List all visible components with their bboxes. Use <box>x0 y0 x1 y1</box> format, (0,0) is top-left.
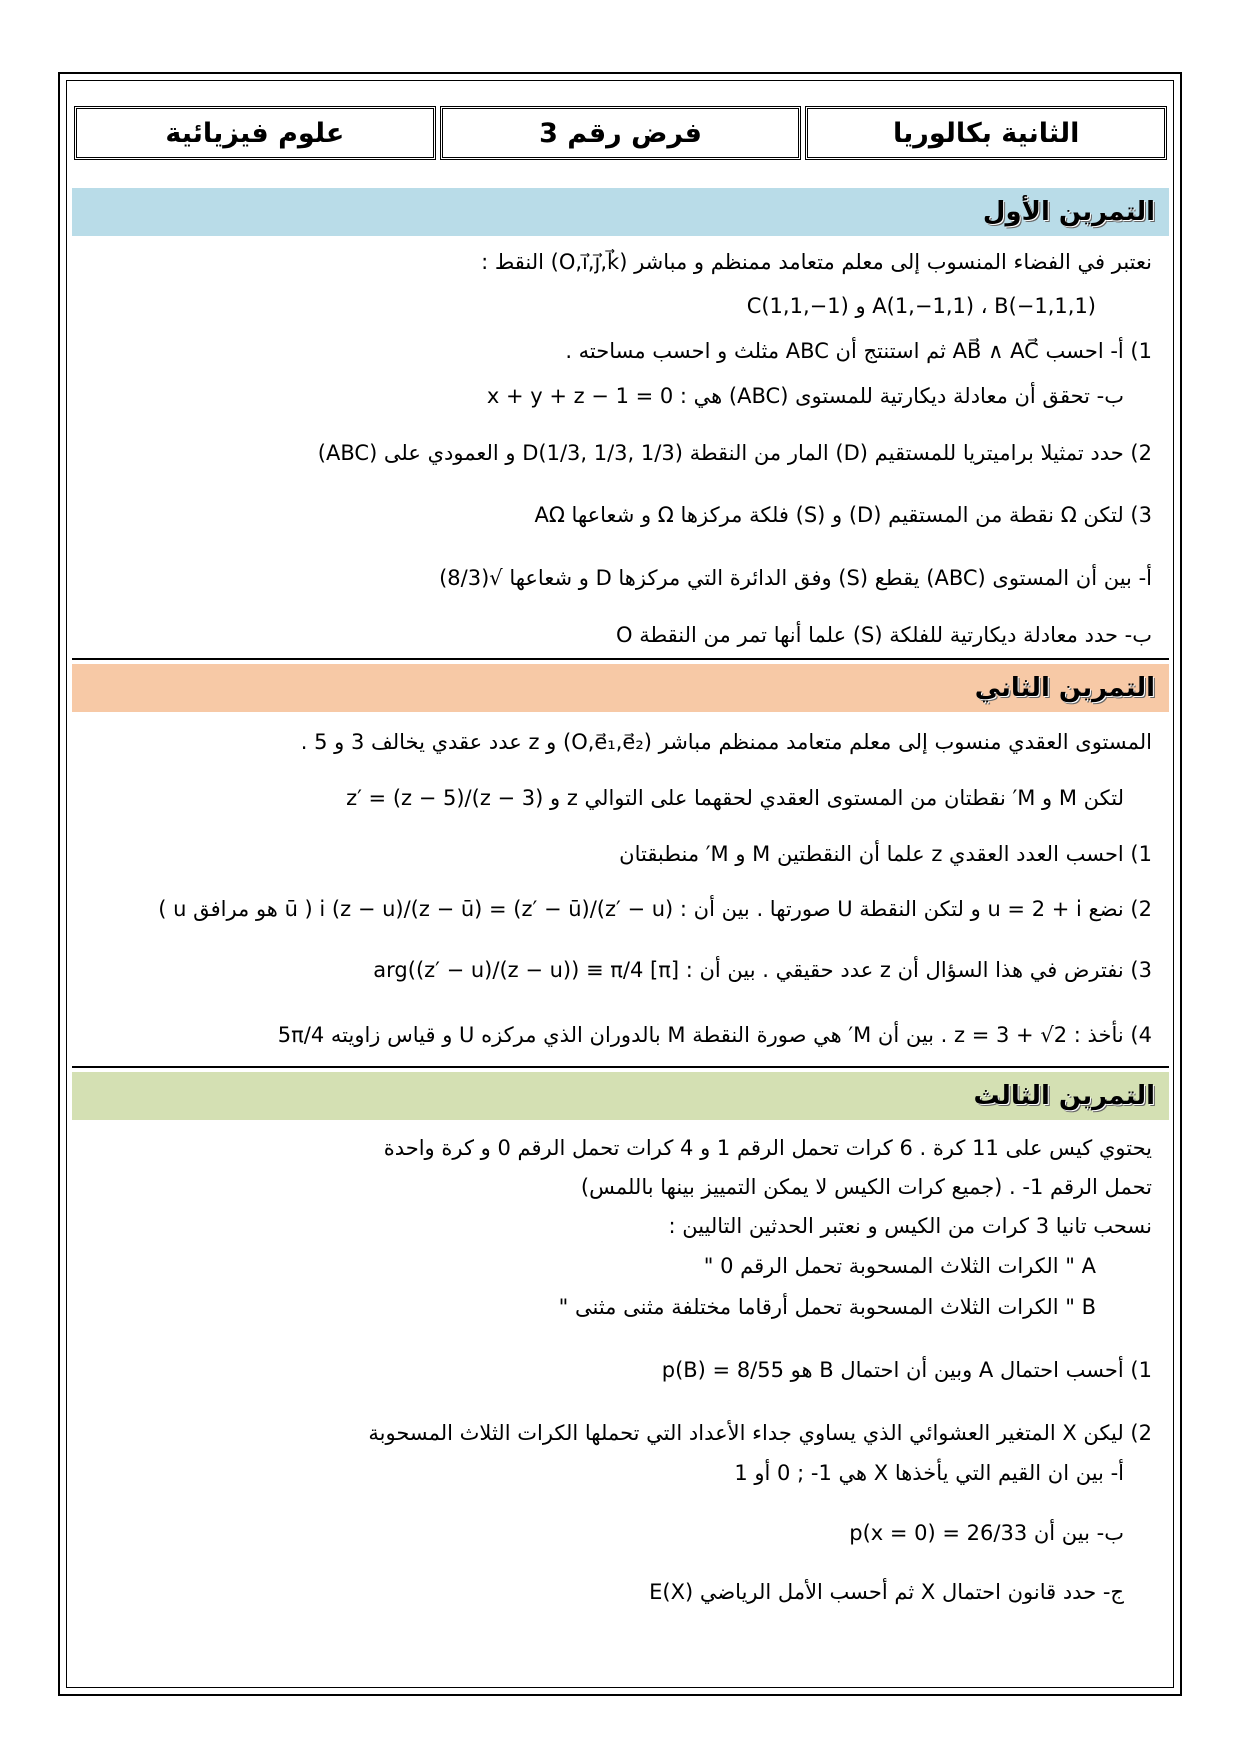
ex3-q2c: ج- حدد قانون احتمال X ثم أحسب الأمل الرياضي E(X) <box>649 1580 1124 1604</box>
header-test-title: فرض رقم 3 <box>440 106 802 160</box>
ex3-event-a: A " الكرات الثلاث المسحوبة تحمل الرقم 0 " <box>703 1254 1096 1278</box>
header-table <box>72 106 1169 160</box>
divider <box>72 1066 1169 1068</box>
ex3-event-b: B " الكرات الثلاث المسحوبة تحمل أرقاما مختلفة مثنى مثنى " <box>558 1295 1096 1319</box>
ex2-line2: لتكن M و M′ نقطتان من المستوى العقدي لحقهما على التوالي z و z′ = (z − 5)/(z − 3) <box>346 786 1124 810</box>
ex3-q2b: ب- بين أن p(x = 0) = 26/33 <box>849 1521 1124 1545</box>
ex3-q2a: أ- بين ان القيم التي يأخذها X هي 1- ; 0 أو 1 <box>734 1461 1124 1485</box>
ex1-points: A(1,−1,1) ، B(−1,1,1) و C(1,1,−1) <box>746 294 1096 318</box>
ex2-q4: 4) نأخذ : z = 3 + √2 . بين أن M′ هي صورة النقطة M بالدوران الذي مركزه U و قياس زاويته 5π/4 <box>277 1023 1152 1047</box>
ex1-q3: 3) لتكن Ω نقطة من المستقيم (D) و (S) فلكة مركزها Ω و شعاعها AΩ <box>534 503 1152 527</box>
ex1-q2: 2) حدد تمثيلا براميتريا للمستقيم (D) المار من النقطة D(1/3, 1/3, 1/3) و العمودي على (ABC) <box>317 441 1152 465</box>
ex2-intro: المستوى العقدي منسوب إلى معلم متعامد ممنظم مباشر (O,e⃗₁,e⃗₂) و z عدد عقدي يخالف 3 و 5 . <box>300 730 1152 754</box>
ex2-q1: 1) احسب العدد العقدي z علما أن النقطتين M و M′ منطبقتان <box>619 842 1152 866</box>
ex1-q1a: 1) أ- احسب AB⃗ ∧ AC⃗ ثم استنتج أن ABC مثلث و احسب مساحته . <box>565 339 1152 363</box>
ex3-para3: نسحب تانيا 3 كرات من الكيس و نعتبر الحدثين التاليين : <box>668 1214 1152 1238</box>
ex1-q3a: أ- بين أن المستوى (ABC) يقطع (S) وفق الدائرة التي مركزها D و شعاعها √(8/3) <box>439 566 1152 590</box>
ex1-intro: نعتبر في الفضاء المنسوب إلى معلم متعامد ممنظم و مباشر (O,i⃗,j⃗,k⃗) النقط : <box>481 250 1152 274</box>
ex2-q3: 3) نفترض في هذا السؤال أن z عدد حقيقي . بين أن : arg((z′ − u)/(z − u)) ≡ π/4 [π] <box>373 958 1152 982</box>
ex3-para1: يحتوي كيس على 11 كرة . 6 كرات تحمل الرقم 1 و 4 كرات تحمل الرقم 0 و كرة واحدة <box>383 1136 1152 1160</box>
header-subject: علوم فيزيائية <box>74 106 436 160</box>
header-level: الثانية بكالوريا <box>805 106 1167 160</box>
exercise-2-title: التمرين الثاني <box>72 664 1169 712</box>
ex3-para2: تحمل الرقم 1- . (جميع كرات الكيس لا يمكن التمييز بينها باللمس) <box>580 1175 1152 1199</box>
exercise-1-title: التمرين الأول <box>72 188 1169 236</box>
ex3-q2: 2) ليكن X المتغير العشوائي الذي يساوي جداء الأعداد التي تحملها الكرات الثلاث المسحوبة <box>368 1421 1152 1445</box>
ex1-q1b: ب- تحقق أن معادلة ديكارتية للمستوى (ABC) هي : x + y + z − 1 = 0 <box>486 384 1124 408</box>
ex1-q3b: ب- حدد معادلة ديكارتية للفلكة (S) علما أنها تمر من النقطة O <box>615 623 1152 647</box>
ex2-q2: 2) نضع u = 2 + i و لتكن النقطة U صورتها . بين أن : (z′ − u)/(z′ − ū) = i (z − u)/(z − ū) ( ū هو مرافق u ) <box>158 897 1152 921</box>
divider <box>72 658 1169 660</box>
ex3-q1: 1) أحسب احتمال A وبين أن احتمال B هو p(B) = 8/55 <box>661 1358 1152 1382</box>
exercise-3-title: التمرين الثالث <box>72 1072 1169 1120</box>
